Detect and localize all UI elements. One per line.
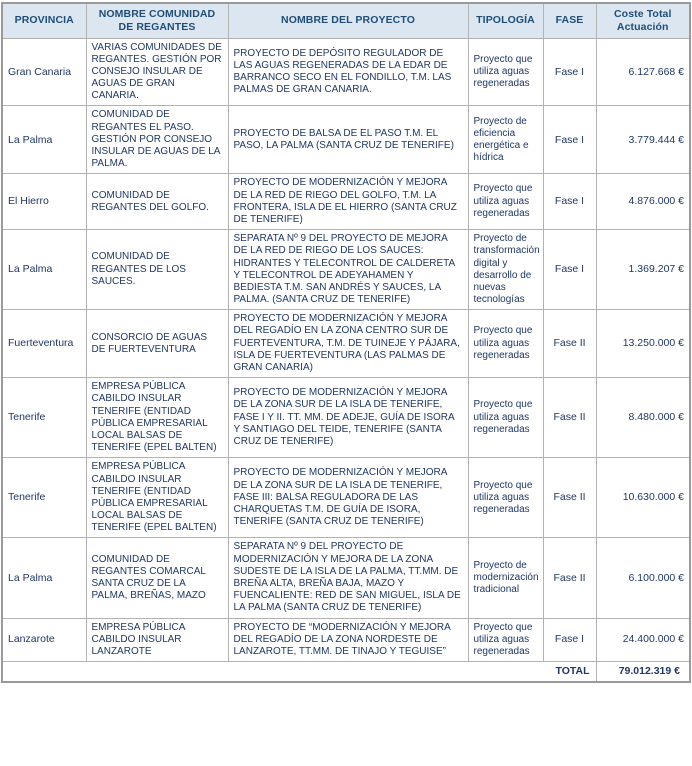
column-header-fase: FASE (543, 3, 596, 38)
table-row (2, 38, 690, 106)
cell-fase: Fase II (543, 310, 596, 378)
cell-fase: Fase I (543, 618, 596, 662)
table-row (2, 106, 690, 174)
cell-comunidad: COMUNIDAD DE REGANTES EL PASO. GESTIÓN POR CONSEJO INSULAR DE AGUAS DE LA PALMA. (86, 106, 228, 174)
cell-tipologia: Proyecto de modernización tradicional (468, 538, 543, 618)
cell-coste: 10.630.000 € (596, 458, 690, 538)
cell-tipologia: Proyecto que utiliza aguas regeneradas (468, 310, 543, 378)
cell-coste: 6.100.000 € (596, 538, 690, 618)
cell-comunidad: EMPRESA PÚBLICA CABILDO INSULAR TENERIFE (ENTIDAD PÚBLICA EMPRESARIAL LOCAL BALSAS DE TENERIFE (EPEL BALTEN) (86, 378, 228, 458)
cell-proyecto: SEPARATA Nº 9 DEL PROYECTO DE MEJORA DE LA RED DE RIEGO DE LOS SAUCES: HIDRANTES Y TELECONTROL DE CALDERETA Y TELECONTROL DE ADEYAHAMEN Y BEDIESTA T.M. SAN ANDRÉS Y SAUCES, LA PALMA. (SANTA CRUZ DE TENERIFE) (228, 230, 468, 310)
cell-provincia: El Hierro (2, 174, 86, 230)
table-row (2, 230, 690, 310)
header-row (2, 3, 690, 38)
cell-coste: 4.876.000 € (596, 174, 690, 230)
cell-provincia: Lanzarote (2, 618, 86, 662)
cell-fase: Fase I (543, 174, 596, 230)
cell-coste: 6.127.668 € (596, 38, 690, 106)
table-row (2, 538, 690, 618)
cell-comunidad: COMUNIDAD DE REGANTES COMARCAL SANTA CRUZ DE LA PALMA, BREÑAS, MAZO (86, 538, 228, 618)
cell-coste: 13.250.000 € (596, 310, 690, 378)
cell-fase: Fase II (543, 538, 596, 618)
cell-proyecto: PROYECTO DE BALSA DE EL PASO T.M. EL PASO, LA PALMA (SANTA CRUZ DE TENERIFE) (228, 106, 468, 174)
cell-tipologia: Proyecto que utiliza aguas regeneradas (468, 38, 543, 106)
cell-provincia: La Palma (2, 230, 86, 310)
table-row (2, 174, 690, 230)
cell-provincia: Fuerteventura (2, 310, 86, 378)
cell-proyecto: SEPARATA Nº 9 DEL PROYECTO DE MODERNIZACIÓN Y MEJORA DE LA ZONA SUDESTE DE LA ISLA DE LA PALMA, TT.MM. DE BREÑA ALTA, BREÑA BAJA, MAZO Y FUENCALIENTE: RED DE SAN MIGUEL, ISLA DE LA PALMA (SANTA CRUZ DE TENERIFE) (228, 538, 468, 618)
cell-coste: 3.779.444 € (596, 106, 690, 174)
cell-provincia: Tenerife (2, 378, 86, 458)
cell-fase: Fase I (543, 106, 596, 174)
table-footer (2, 662, 690, 682)
cell-provincia: Gran Canaria (2, 38, 86, 106)
table-row (2, 618, 690, 662)
cell-comunidad: VARIAS COMUNIDADES DE REGANTES. GESTIÓN POR CONSEJO INSULAR DE AGUAS DE GRAN CANARIA. (86, 38, 228, 106)
cell-fase: Fase II (543, 458, 596, 538)
cell-comunidad: COMUNIDAD DE REGANTES DE LOS SAUCES. (86, 230, 228, 310)
cell-comunidad: EMPRESA PÚBLICA CABILDO INSULAR LANZAROTE (86, 618, 228, 662)
table-row (2, 458, 690, 538)
cell-tipologia: Proyecto que utiliza aguas regeneradas (468, 618, 543, 662)
column-header-tipologia: TIPOLOGÍA (468, 3, 543, 38)
cell-comunidad: COMUNIDAD DE REGANTES DEL GOLFO. (86, 174, 228, 230)
cell-proyecto: PROYECTO DE MODERNIZACIÓN Y MEJORA DE LA ZONA SUR DE LA ISLA DE TENERIFE, FASE I Y II. TT. MM. DE ADEJE, GUÍA DE ISORA Y SANTIAGO DEL TEIDE, TENERIFE (SANTA CRUZ DE TENERIFE) (228, 378, 468, 458)
cell-tipologia: Proyecto de eficiencia energética e hídrica (468, 106, 543, 174)
cell-provincia: La Palma (2, 106, 86, 174)
table-body (2, 38, 690, 662)
cell-tipologia: Proyecto que utiliza aguas regeneradas (468, 458, 543, 538)
cell-comunidad: CONSORCIO DE AGUAS DE FUERTEVENTURA (86, 310, 228, 378)
projects-table (1, 2, 691, 683)
column-header-proyecto: NOMBRE DEL PROYECTO (228, 3, 468, 38)
cell-coste: 1.369.207 € (596, 230, 690, 310)
cell-comunidad: EMPRESA PÚBLICA CABILDO INSULAR TENERIFE (ENTIDAD PÚBLICA EMPRESARIAL LOCAL BALSAS DE TENERIFE (EPEL BALTEN) (86, 458, 228, 538)
cell-provincia: Tenerife (2, 458, 86, 538)
cell-coste: 8.480.000 € (596, 378, 690, 458)
table-header (2, 3, 690, 38)
cell-tipologia: Proyecto de transformación digital y desarrollo de nuevas tecnologías (468, 230, 543, 310)
cell-fase: Fase II (543, 378, 596, 458)
total-row (2, 662, 690, 682)
cell-proyecto: PROYECTO DE DEPÓSITO REGULADOR DE LAS AGUAS REGENERADAS DE LA EDAR DE BARRANCO SECO EN EL FONDILLO, T.M. LAS PALMAS DE GRAN CANARIA. (228, 38, 468, 106)
table-row (2, 310, 690, 378)
cell-fase: Fase I (543, 38, 596, 106)
cell-proyecto: PROYECTO DE “MODERNIZACIÓN Y MEJORA DEL REGADÍO DE LA ZONA NORDESTE DE LANZAROTE, TT.MM. DE TINAJO Y TEGUISE” (228, 618, 468, 662)
cell-proyecto: PROYECTO DE MODERNIZACIÓN Y MEJORA DE LA RED DE RIEGO DEL GOLFO, T.M. LA FRONTERA, ISLA DE EL HIERRO (SANTA CRUZ DE TENERIFE) (228, 174, 468, 230)
cell-coste: 24.400.000 € (596, 618, 690, 662)
cell-proyecto: PROYECTO DE MODERNIZACIÓN Y MEJORA DE LA ZONA SUR DE LA ISLA DE TENERIFE, FASE III: BALSA REGULADORA DE LAS CHARQUETAS T.M. DE GUÍA DE ISORA, TENERIFE (SANTA CRUZ DE TENERIFE) (228, 458, 468, 538)
cell-tipologia: Proyecto que utiliza aguas regeneradas (468, 174, 543, 230)
column-header-comunidad: NOMBRE COMUNIDAD DE REGANTES (86, 3, 228, 38)
table-row (2, 378, 690, 458)
cell-fase: Fase I (543, 230, 596, 310)
cell-proyecto: PROYECTO DE MODERNIZACIÓN Y MEJORA DEL REGADÍO EN LA ZONA CENTRO SUR DE FUERTEVENTURA, T.M. DE TUINEJE Y PÁJARA, ISLA DE FUERTEVENTURA (LAS PALMAS DE GRAN CANARIA) (228, 310, 468, 378)
cell-tipologia: Proyecto que utiliza aguas regeneradas (468, 378, 543, 458)
total-value: 79.012.319 € (596, 662, 690, 682)
column-header-coste: Coste Total Actuación (596, 3, 690, 38)
column-header-provincia: PROVINCIA (2, 3, 86, 38)
total-label: TOTAL (2, 662, 596, 682)
cell-provincia: La Palma (2, 538, 86, 618)
